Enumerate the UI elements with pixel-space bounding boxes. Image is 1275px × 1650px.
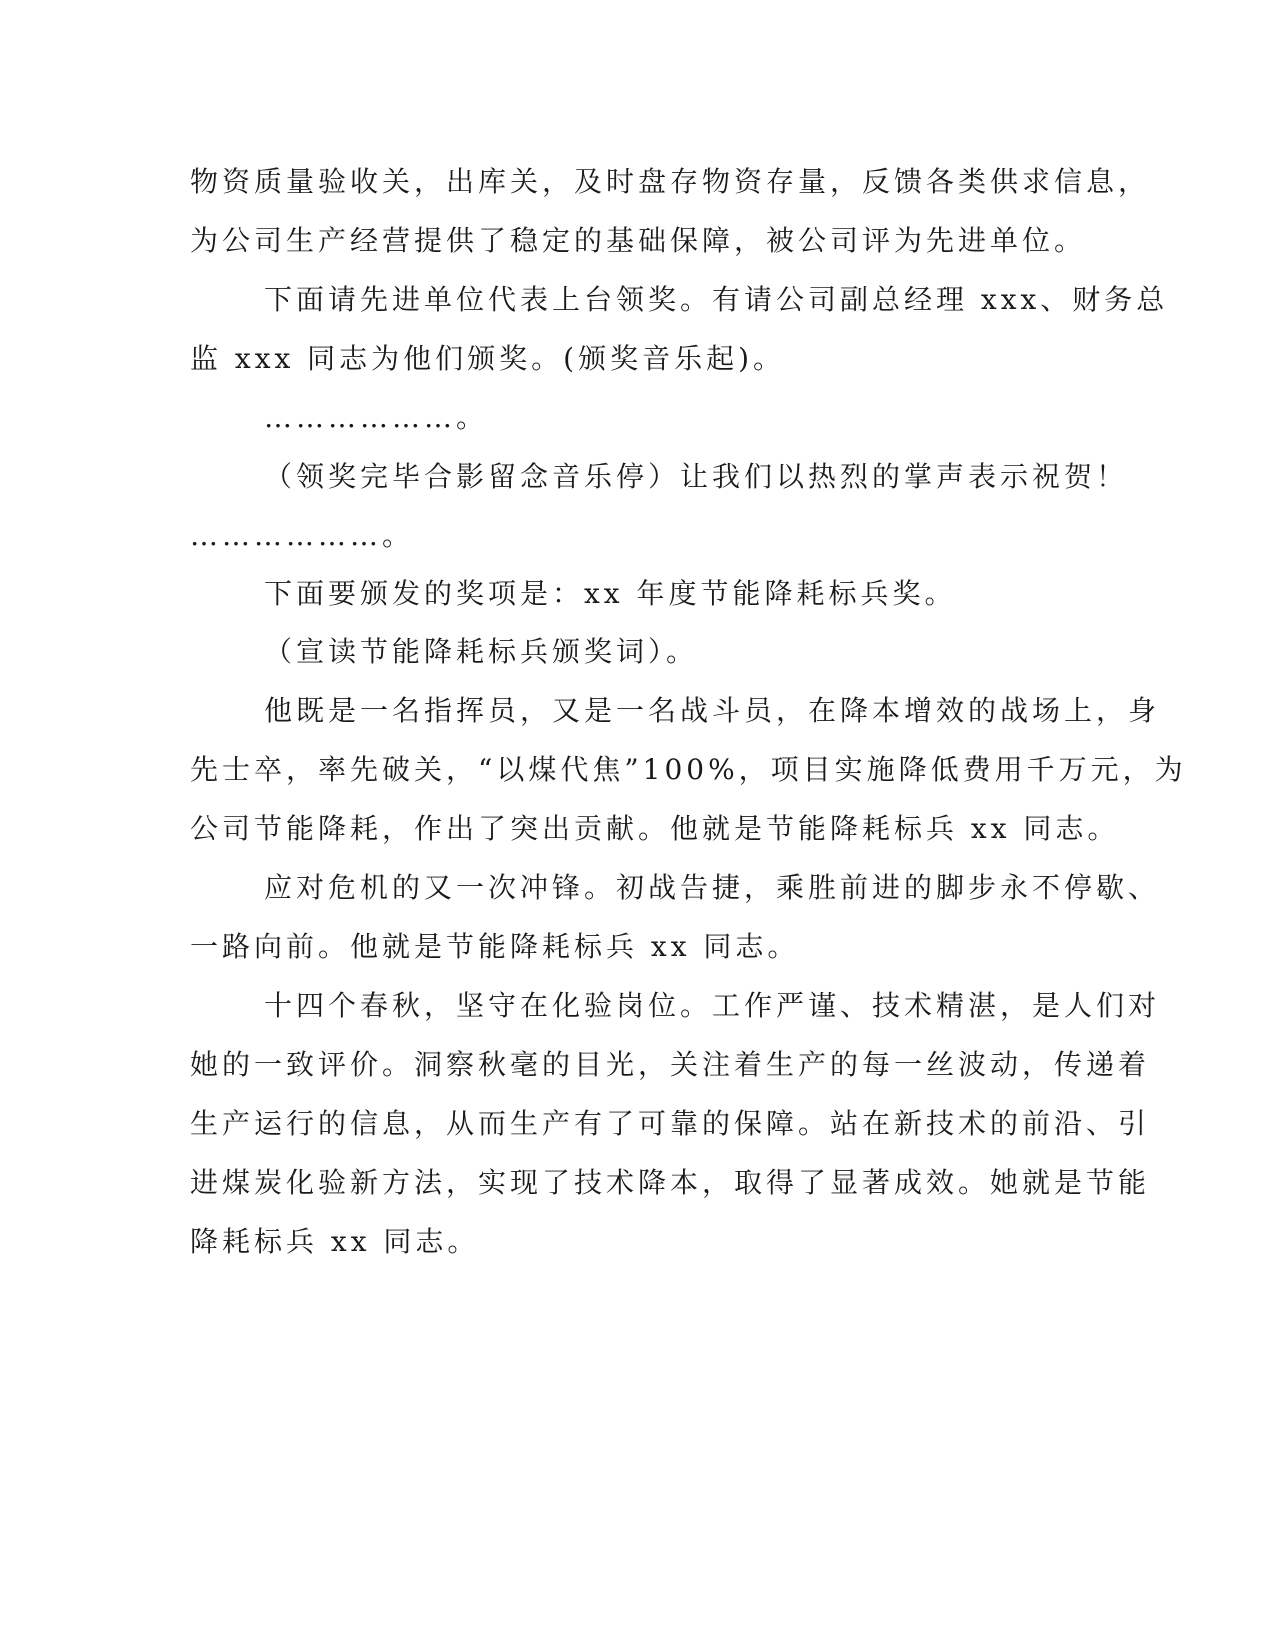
paragraph-start-line: 应对危机的又一次冲锋。初战告捷，乘胜前进的脚步永不停歇、: [264, 871, 1161, 904]
text-line: 监 xxx 同志为他们颁奖。(颁奖音乐起)。: [190, 342, 786, 375]
text-line: 公司节能降耗，作出了突出贡献。他就是节能降耗标兵 xx 同志。: [190, 812, 1120, 845]
text-line: 物资质量验收关，出库关，及时盘存物资存量，反馈各类供求信息，: [190, 165, 1151, 198]
paragraph-start-line: （领奖完毕合影留念音乐停）让我们以热烈的掌声表示祝贺！: [264, 460, 1129, 493]
paragraph-start-line: 下面要颁发的奖项是：xx 年度节能降耗标兵奖。: [264, 577, 957, 610]
paragraph-start-line: 下面请先进单位代表上台领奖。有请公司副总经理 xxx、财务总: [264, 283, 1169, 316]
text-line: 一路向前。他就是节能降耗标兵 xx 同志。: [190, 930, 800, 963]
text-line: 生产运行的信息，从而生产有了可靠的保障。站在新技术的前沿、引: [190, 1107, 1151, 1140]
text-line: 先士卒，率先破关，“以煤代焦”100%，项目实施降低费用千万元，为: [190, 753, 1187, 786]
text-line: 她的一致评价。洞察秋毫的目光，关注着生产的每一丝波动，传递着: [190, 1048, 1151, 1081]
text-line: 为公司生产经营提供了稳定的基础保障，被公司评为先进单位。: [190, 224, 1087, 257]
paragraph-start-line: 十四个春秋，坚守在化验岗位。工作严谨、技术精湛，是人们对: [264, 989, 1161, 1022]
paragraph-start-line: （宣读节能降耗标兵颁奖词）。: [264, 635, 699, 668]
paragraph-start-line: 他既是一名指挥员，又是一名战斗员，在降本增效的战场上，身: [264, 694, 1161, 727]
text-line: 进煤炭化验新方法，实现了技术降本，取得了显著成效。她就是节能: [190, 1166, 1151, 1199]
ellipsis-line: ………………。: [264, 401, 489, 434]
ellipsis-line: ………………。: [190, 519, 415, 552]
text-line: 降耗标兵 xx 同志。: [190, 1225, 480, 1258]
